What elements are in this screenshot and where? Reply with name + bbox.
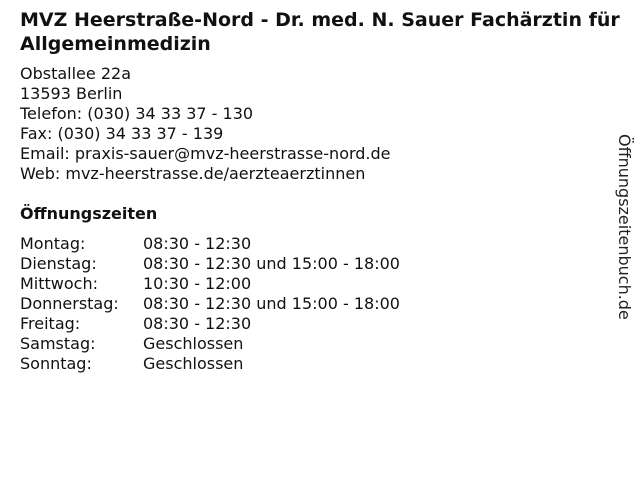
street: Obstallee 22a: [20, 64, 131, 83]
hours-heading: Öffnungszeiten: [20, 204, 158, 223]
hours-row-wednesday: [20, 274, 400, 294]
day-label: Dienstag:: [20, 254, 97, 273]
fax: Fax: (030) 34 33 37 - 139: [20, 124, 224, 143]
day-label: Samstag:: [20, 334, 96, 353]
hours-row-tuesday: [20, 254, 400, 274]
time-value: Geschlossen: [143, 354, 244, 373]
day-label: Sonntag:: [20, 354, 92, 373]
site-watermark: Öffnungszeitenbuch.de: [615, 134, 634, 320]
time-value: 08:30 - 12:30 und 15:00 - 18:00: [143, 254, 400, 273]
address-block: [20, 64, 391, 184]
phone: Telefon: (030) 34 33 37 - 130: [20, 104, 254, 123]
day-label: Freitag:: [20, 314, 81, 333]
city: 13593 Berlin: [20, 84, 123, 103]
time-value: 08:30 - 12:30: [143, 234, 252, 253]
time-value: Geschlossen: [143, 334, 244, 353]
time-value: 10:30 - 12:00: [143, 274, 252, 293]
time-value: 08:30 - 12:30: [143, 314, 252, 333]
day-label: Mittwoch:: [20, 274, 98, 293]
practice-title: MVZ Heerstraße-Nord - Dr. med. N. Sauer Fachärztin für Allgemeinmedizin: [20, 9, 620, 55]
web: Web: mvz-heerstrasse.de/aerzteaerztinnen: [20, 164, 366, 183]
hours-row-monday: [20, 234, 400, 254]
hours-row-friday: [20, 314, 400, 334]
email: Email: praxis-sauer@mvz-heerstrasse-nord.de: [20, 144, 391, 163]
hours-row-sunday: [20, 354, 400, 374]
time-value: 08:30 - 12:30 und 15:00 - 18:00: [143, 294, 400, 313]
hours-row-saturday: [20, 334, 400, 354]
day-label: Donnerstag:: [20, 294, 119, 313]
hours-row-thursday: [20, 294, 400, 314]
day-label: Montag:: [20, 234, 86, 253]
opening-hours-table: [20, 234, 400, 374]
